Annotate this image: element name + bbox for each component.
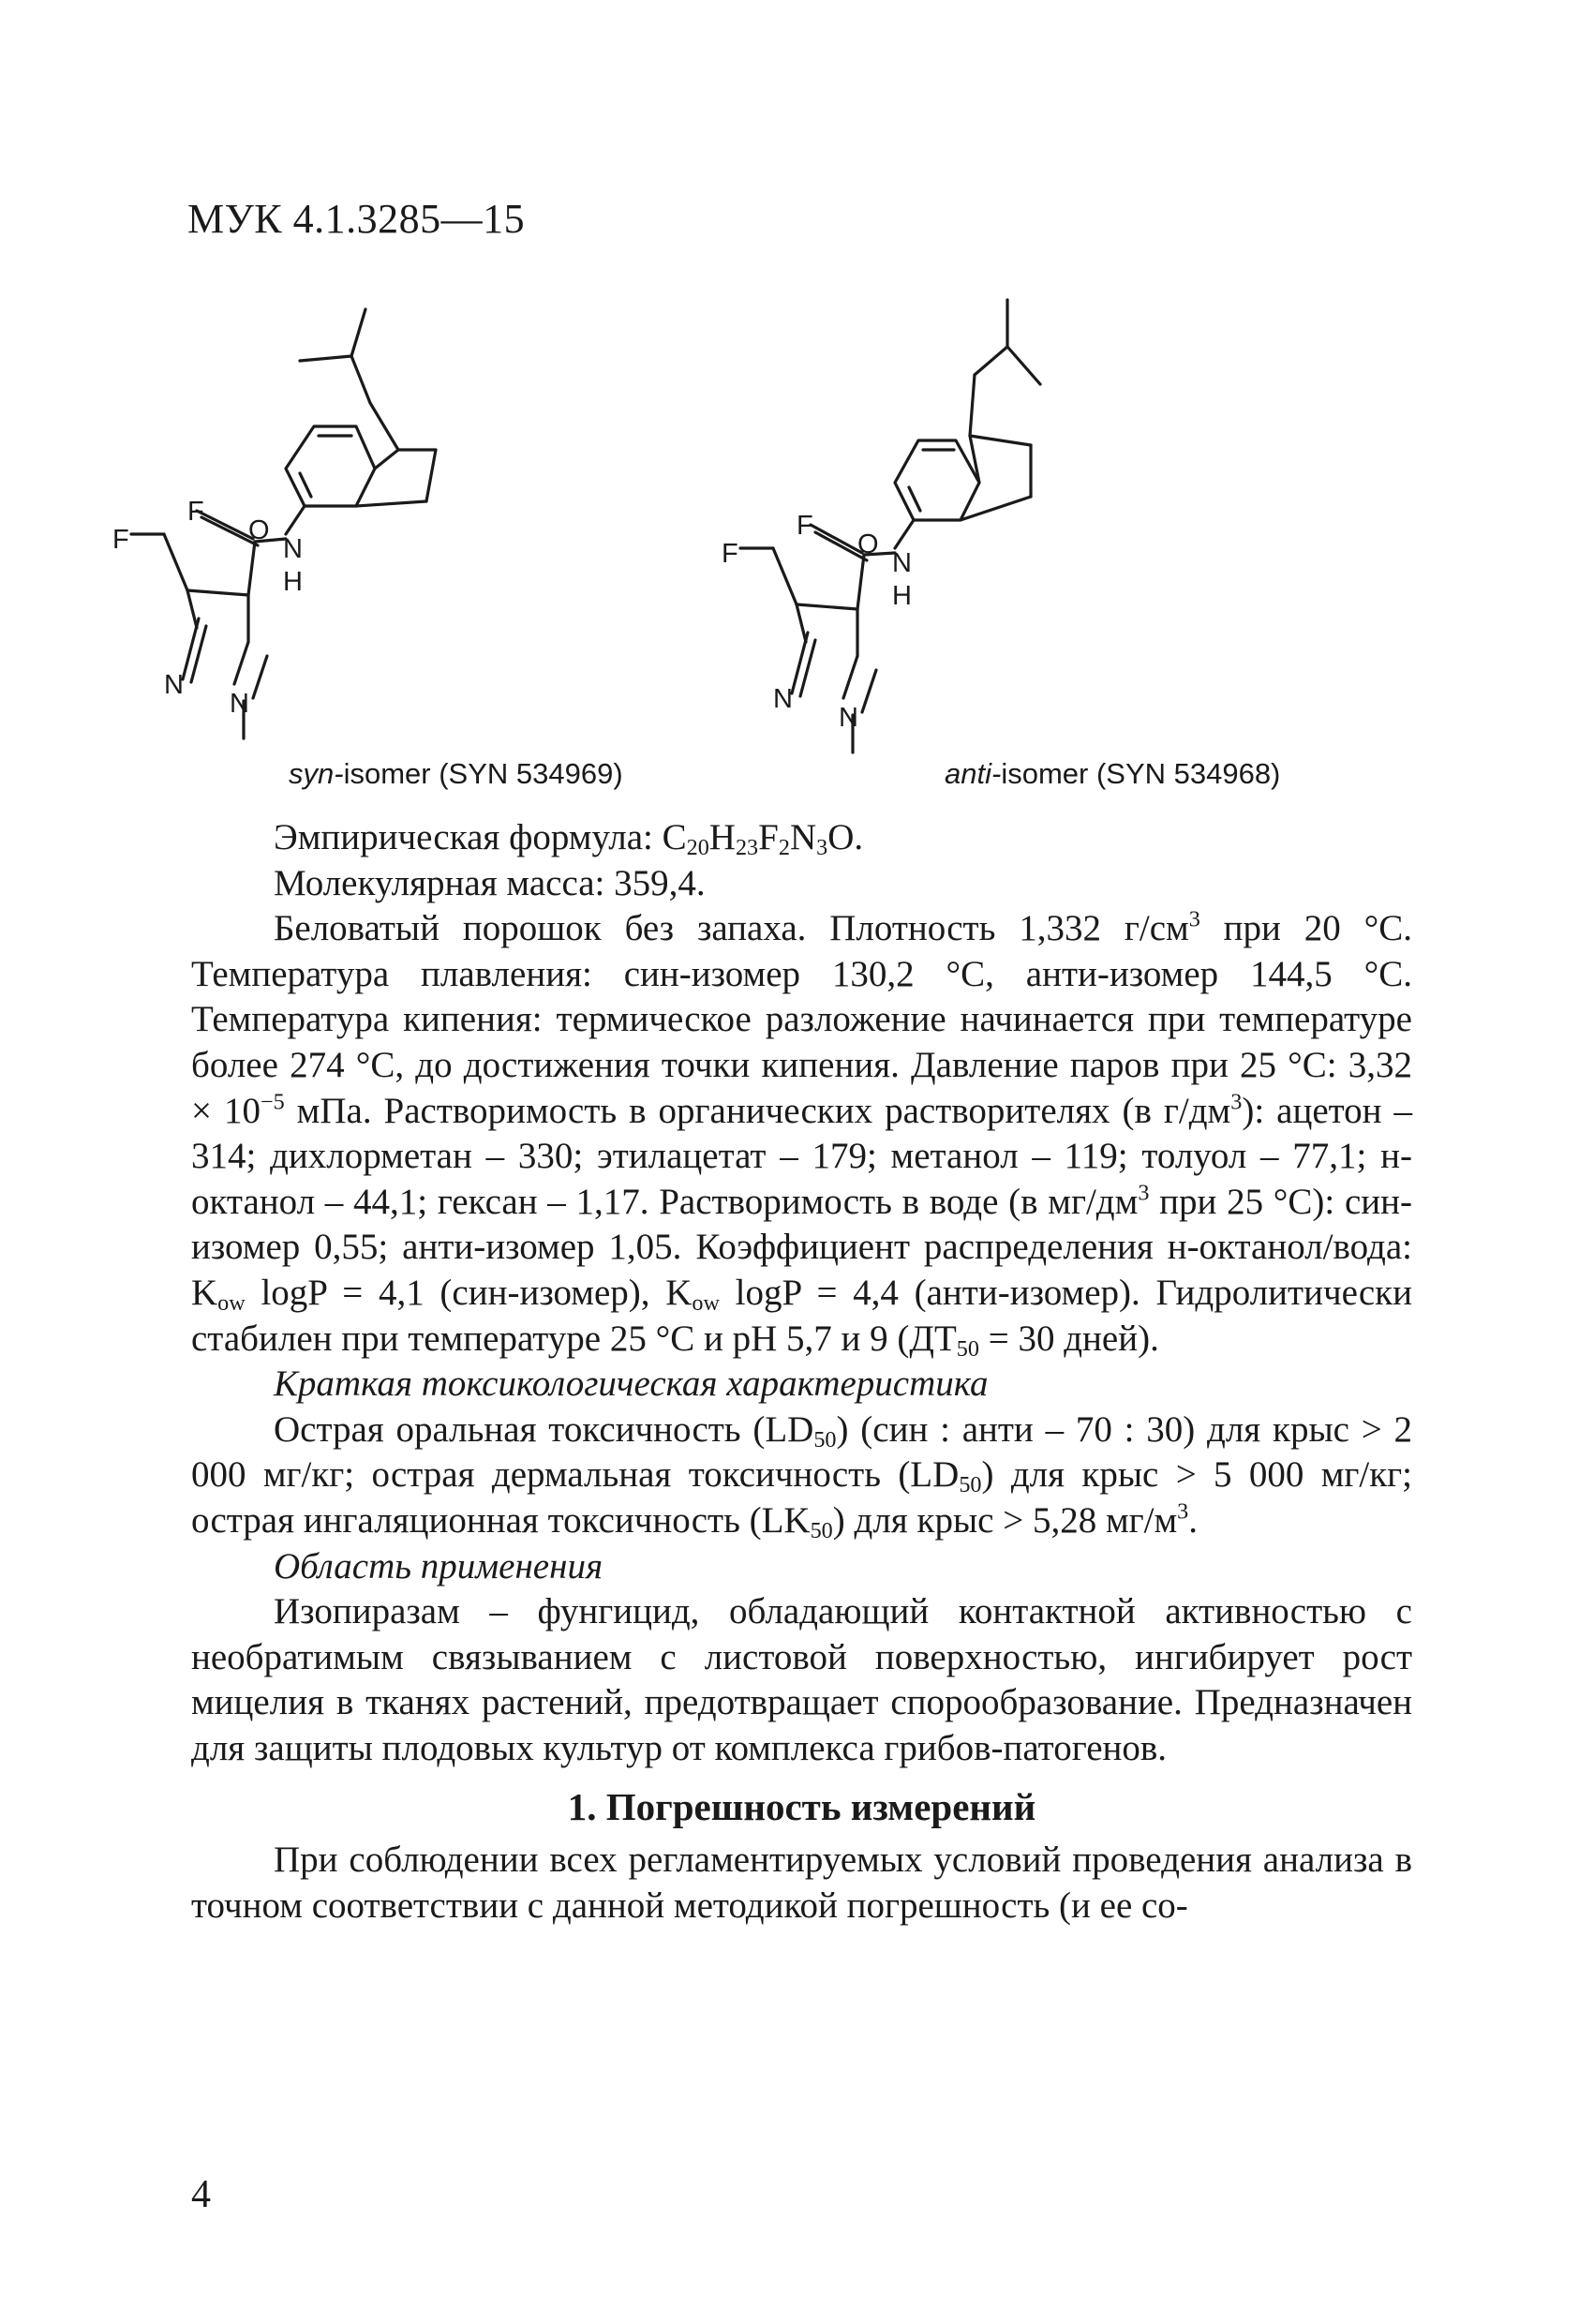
anti-fluorine-atom-top: F: [797, 511, 813, 541]
syn-pyrazole-n-atom-1: N: [164, 670, 184, 700]
physicochemical-properties: Беловатый порошок без запаха. Плотность 1,332 $г/см^3$ при 20 °С. Температура плавления: син-изомер 130,2 °С, анти-изомер 144,5 °С. Температура кипения: термическое разложение начинается при температуре более 274 °С, до достижения точки кипения. Давление паров при 25 °С: $3,32 \times 10^{-5}$ мПа. Растворимость в органических растворителях (в $г/дм^3$): ацетон – 314; дихлорметан – 330; этилацетат – 179; метанол – 119; толуол – 77,1; н-октанол – 44,1; гексан – 1,17. Растворимость в воде (в $мг/дм^3$ при 25 °С): син-изомер 0,55; анти-изомер 1,05. Коэффициент распределения н-октанол/вода: $K_{ow}$ logP = 4,1 (син-изомер), $K_{ow}$ logP = 4,4 (анти-изомер). Гидролитически стабилен при температуре 25 °С и pH 5,7 и 9 ($ДТ_{50} = 30$ дней).: [191, 906, 1413, 1362]
page-number: 4: [191, 2173, 211, 2216]
document-code: МУК 4.1.3285—15: [187, 196, 526, 242]
toxicology-text: Острая оральная токсичность $(LD_{50})$ (син : анти – 70 : 30) для крыс > 2 000 мг/кг; острая дермальная токсичность $(LD_{50})$ для крыс > 5 000 мг/кг; острая ингаляционная токсичность $(LK_{50})$ для крыс > 5,28 $мг/м^3$.: [191, 1408, 1413, 1543]
anti-carbonyl-o-atom: O: [857, 529, 879, 559]
syn-amide-h-atom: H: [283, 567, 303, 597]
anti-amide-n-atom: N: [892, 548, 912, 578]
anti-pyrazole-n-atom-1: N: [773, 684, 793, 714]
syn-pyrazole-n-atom-2: N: [230, 689, 249, 719]
section-1-text: При соблюдении всех регламентируемых условий проведения анализа в точном соответствии с данной методикой погрешность (и ее со-: [191, 1840, 1412, 1926]
anti-amide-h-atom: H: [892, 581, 912, 611]
empirical-formula: Эмпирическая формула: $C_{20}H_{23}F_2N_3O$.: [274, 817, 864, 861]
syn-fluorine-atom-left: F: [112, 525, 129, 555]
application-text: Изопиразам – фунгицид, обладающий контактной активностью с необратимым связыванием с листовой поверхностью, ингибирует рост мицелия в тканях растений, предотвращает спорообразование. Предназначен для защиты плодовых культур от комплекса грибов-патогенов.: [191, 1591, 1412, 1768]
syn-isomer-label: syn-isomer (SYN 534969): [289, 757, 623, 790]
anti-pyrazole-n-atom-2: N: [839, 703, 858, 733]
anti-isomer-label: anti-isomer (SYN 534968): [945, 757, 1281, 790]
main-text: [191, 815, 1412, 1929]
syn-isomer-structure: [112, 309, 750, 750]
application-heading: Область применения: [274, 1545, 603, 1587]
toxicology-heading: Краткая токсикологическая характеристика: [274, 1363, 989, 1405]
anti-isomer-structure: [722, 309, 1424, 750]
syn-carbonyl-o-atom: O: [248, 515, 270, 545]
section-1-title: 1. Погрешность измерений: [567, 1785, 1036, 1829]
anti-fluorine-atom-left: F: [722, 539, 738, 569]
molar-mass: Молекулярная масса: 359,4.: [274, 862, 706, 903]
structural-formulas: [112, 309, 1424, 797]
syn-amide-n-atom: N: [283, 534, 303, 564]
syn-fluorine-atom-top: F: [187, 497, 204, 527]
